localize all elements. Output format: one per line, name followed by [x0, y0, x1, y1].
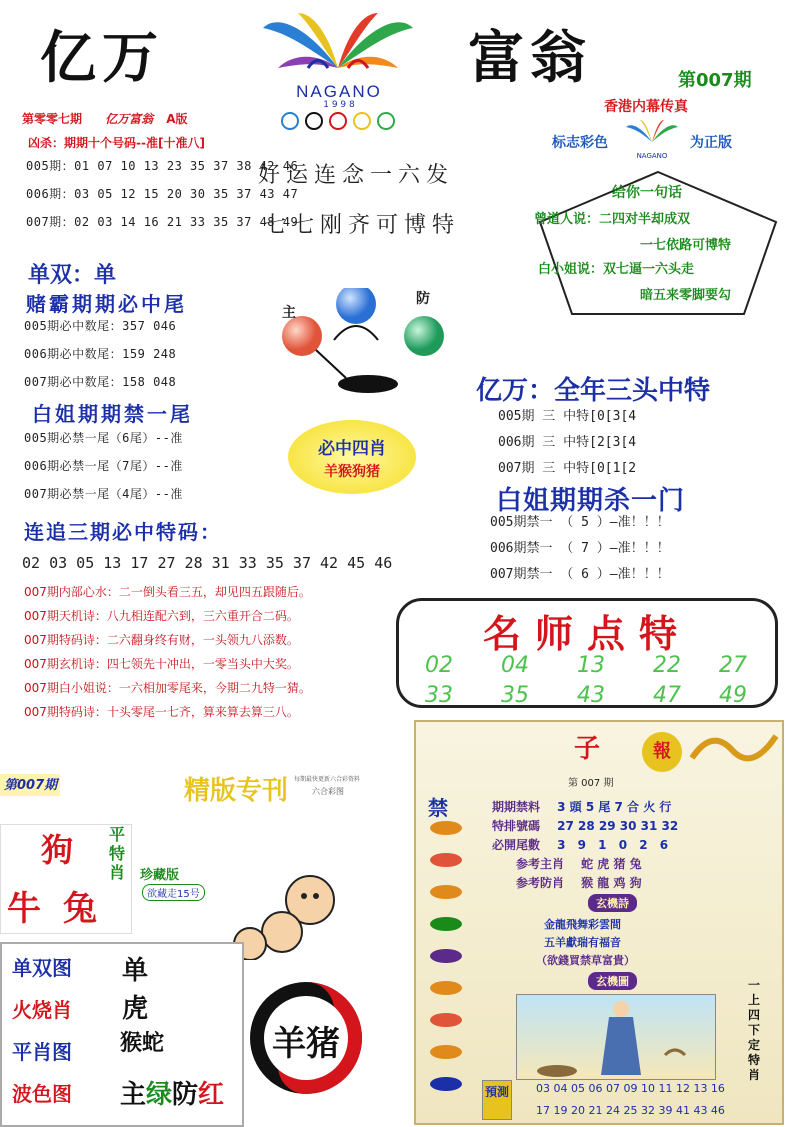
- tail-row: 005期必中数尾：357 046: [24, 319, 177, 333]
- odd-even: 单双：单: [28, 262, 117, 288]
- master-number: 04: [501, 653, 529, 678]
- animal-ox: 牛: [7, 889, 41, 929]
- edition-version: A版: [166, 112, 188, 126]
- poem-row: 007期玄机诗：四七领先十冲出，一零当头中大奖。: [24, 657, 299, 671]
- monkey-snake-label: 猴蛇: [120, 1030, 165, 1056]
- grid-1: 单双图: [12, 956, 72, 980]
- small-logo-text: NAGANO: [636, 152, 668, 160]
- paper-title-char: 子: [574, 734, 601, 764]
- tiger-label: 虎: [122, 994, 149, 1024]
- mark-prefix: 标志彩色: [552, 135, 608, 151]
- logo-text: NAGANO: [296, 82, 382, 101]
- info-row: [492, 872, 678, 891]
- grid-box: [0, 942, 244, 1127]
- main-line: [120, 1074, 224, 1111]
- forecast-row-1: 03 04 05 06 07 09 10 11 12 13 16: [536, 1082, 725, 1095]
- zodiac-column-icon: [424, 818, 468, 1118]
- kill-row: 007期禁一 （ 6 ）—准！！！: [490, 567, 670, 582]
- cherish-label: 珍藏版: [140, 868, 180, 883]
- master-number: 13: [577, 653, 605, 678]
- master-number: 35: [501, 683, 529, 708]
- chain-numbers: 02 03 05 13 17 27 28 31 33 35 37 42 45 46: [22, 554, 393, 572]
- single-label: 单: [122, 956, 149, 986]
- forecast-row-2: 17 19 20 21 24 25 32 39 41 43 46: [536, 1104, 725, 1117]
- grid-3: 平肖图: [12, 1040, 72, 1064]
- ban-char: 禁: [428, 796, 448, 820]
- info-label: 参考防肖: [516, 876, 565, 890]
- info-row: [492, 834, 678, 853]
- master-number: 33: [425, 683, 453, 708]
- main-prevent: 防: [172, 1080, 199, 1110]
- must-four-badge: [288, 420, 416, 494]
- fang-label: 防: [416, 291, 430, 307]
- animal-rabbit: 兔: [63, 889, 97, 929]
- baijie-2: 暗五来零脚要勾: [640, 288, 732, 303]
- sentence-pentagon: [536, 168, 780, 318]
- info-value: 3 頭 5 尾 7 合 火 行: [557, 800, 672, 814]
- bottom-right-panel: [414, 720, 784, 1125]
- ban-row: 005期必禁一尾（6尾）--准: [24, 431, 183, 445]
- kill-list: [490, 510, 670, 588]
- info-row: [492, 815, 678, 834]
- baijie-label: 白小姐说：: [538, 262, 604, 277]
- info-rows: [492, 796, 678, 891]
- lucky-line-1: 好运连念一六发: [258, 163, 455, 188]
- sentence-title: 给你一句话: [612, 185, 682, 201]
- pic-title: 玄機圖: [588, 972, 637, 990]
- master-number: 27: [719, 653, 747, 678]
- paper-poem-2: 五羊獻瑞有福音: [544, 936, 621, 949]
- grid-2: 火烧肖: [12, 998, 72, 1022]
- info-row: [492, 796, 678, 815]
- poem-row: 007期天机诗：八九相连配六到，三六重开合二码。: [24, 609, 299, 623]
- three-title: 亿万：全年三头中特: [476, 376, 711, 406]
- dragon-icon: [688, 728, 780, 774]
- bottom-left-panel: [0, 770, 366, 1127]
- logo-year: 1 9 9 8: [323, 100, 355, 110]
- daoren-label: 曾道人说：: [534, 212, 600, 227]
- info-value: 猴 龍 鸡 狗: [581, 876, 642, 890]
- scene-picture: [516, 994, 716, 1080]
- history-row: 006期：03 05 12 15 20 30 35 37 43 47: [26, 187, 299, 201]
- edition-note: 每期最快更新六合彩资料: [294, 776, 361, 783]
- issue-tag: 第007期: [0, 774, 60, 796]
- daoren-2: 一七依路可博特: [640, 238, 732, 253]
- poem-row: 007期特码诗：二六翻身终有财，一头领九八添数。: [24, 633, 299, 647]
- info-label: 特排號碼: [492, 819, 541, 833]
- issue-label: 第007期: [678, 70, 752, 91]
- info-label: 参考主肖: [516, 857, 565, 871]
- grid-4: 波色图: [12, 1082, 72, 1106]
- poem-list: [24, 580, 311, 724]
- tail-list: [24, 312, 176, 396]
- ball-diagram: [276, 288, 446, 398]
- daoren-line: [534, 208, 690, 227]
- info-value: 27 28 29 30 31 32: [557, 819, 679, 833]
- side-note: 一上四下定特肖: [748, 978, 761, 1082]
- three-row: 006期 三 中特[2[3[4: [498, 435, 637, 450]
- ban-row: 007期必禁一尾（4尾）--准: [24, 487, 183, 501]
- daoren-1: 二四对半却成双: [599, 212, 691, 227]
- paper-badge: 報: [642, 732, 682, 772]
- master-title: 名师点特: [482, 611, 691, 656]
- olympic-rings-icon: [276, 112, 400, 134]
- tail-row: 007期必中数尾：158 048: [24, 375, 177, 389]
- poem-row: 007期特码诗：十头零尾一七齐，算来算去算三八。: [24, 705, 299, 719]
- master-number: 22: [653, 653, 681, 678]
- info-label: 必開尾數: [492, 838, 541, 852]
- info-value: 3 9 1 0 2 6: [557, 838, 673, 852]
- sheep-pig-label: 羊猪: [272, 1024, 340, 1064]
- must-title: 必中四肖: [318, 439, 386, 459]
- main-main: 主: [120, 1080, 147, 1110]
- edition-issue: 第零零七期: [22, 112, 83, 126]
- title-right: 富翁: [468, 25, 592, 91]
- edition-title: 精版专刊: [184, 776, 289, 806]
- vertical-label: 平特肖: [109, 825, 126, 882]
- title-left: 亿万: [40, 25, 164, 91]
- master-box: [396, 598, 778, 708]
- poem-row: 007期白小姐说：一六相加零尾来，今期二九特一猜。: [24, 681, 311, 695]
- must-animals: 羊猴狗猪: [324, 464, 380, 480]
- three-row: 005期 三 中特[0[3[4: [498, 409, 637, 424]
- main-red: 红: [198, 1080, 225, 1110]
- history-row: 007期：02 03 14 16 21 33 35 37 48 49: [26, 215, 299, 229]
- zhu-label: 主: [282, 305, 296, 321]
- sage-scene-icon: [517, 995, 717, 1081]
- forecast-label: 預測: [482, 1080, 512, 1120]
- method-line: 凶杀：期期十个号码--准[十准八]: [28, 136, 205, 150]
- info-row: [492, 853, 678, 872]
- three-row: 007期 三 中特[0[1[2: [498, 461, 637, 476]
- ban-row: 006期必禁一尾（7尾）--准: [24, 459, 183, 473]
- lucky-line-2: 七七刚齐可博特: [264, 213, 461, 238]
- poem-title: 玄機詩: [588, 894, 637, 912]
- three-list: [498, 404, 636, 482]
- edition-name: 亿万富翁: [105, 112, 154, 126]
- baijie-line: [538, 258, 694, 277]
- paper-poem-1: 金龍飛舞彩雲間: [544, 918, 621, 931]
- baijie-1: 双七逼一六头走: [603, 262, 695, 277]
- tail-title: 赌霸期期必中尾: [26, 292, 187, 316]
- edition-line: [22, 108, 188, 127]
- kill-title: 白姐期期杀一门: [496, 486, 686, 516]
- cherish-no: 欲藏走15号: [142, 884, 205, 901]
- small-flower-icon: [620, 118, 684, 148]
- edition-site: 六合彩图: [312, 787, 344, 796]
- master-number: 43: [577, 683, 605, 708]
- mark-suffix: 为正版: [690, 135, 732, 151]
- nagano-logo: [238, 8, 438, 136]
- history-row: 005期：01 07 10 13 23 35 37 38 42 46: [26, 159, 299, 173]
- tail-row: 006期必中数尾：159 248: [24, 347, 177, 361]
- info-label: 期期禁料: [492, 800, 541, 814]
- sheep-pig-badge: [248, 980, 364, 1096]
- main-green: 绿: [146, 1080, 173, 1110]
- poem-row: 007期内部心水：二一倒头看三五，却见四五跟随后。: [24, 585, 311, 599]
- paper-issue: 第 007 期: [568, 778, 614, 789]
- ban-list: [24, 424, 183, 508]
- chain-title: 连追三期必中特码：: [24, 520, 222, 544]
- info-value: 蛇 虎 猪 兔: [581, 857, 642, 871]
- kill-row: 005期禁一 （ 5 ）—准！！！: [490, 515, 670, 530]
- animals-card: [0, 824, 132, 934]
- ban-title: 白姐期期禁一尾: [32, 402, 193, 426]
- master-number: 47: [653, 683, 681, 708]
- paper-poem-3: （欲錢買禁草富貴）: [536, 954, 635, 967]
- master-number: 49: [719, 683, 747, 708]
- hk-fax: 香港内幕传真: [604, 99, 688, 115]
- animal-dog: 狗: [41, 831, 74, 869]
- kill-row: 006期禁一 （ 7 ）—准！！！: [490, 541, 670, 556]
- small-logo: [620, 118, 684, 162]
- master-number: 02: [425, 653, 453, 678]
